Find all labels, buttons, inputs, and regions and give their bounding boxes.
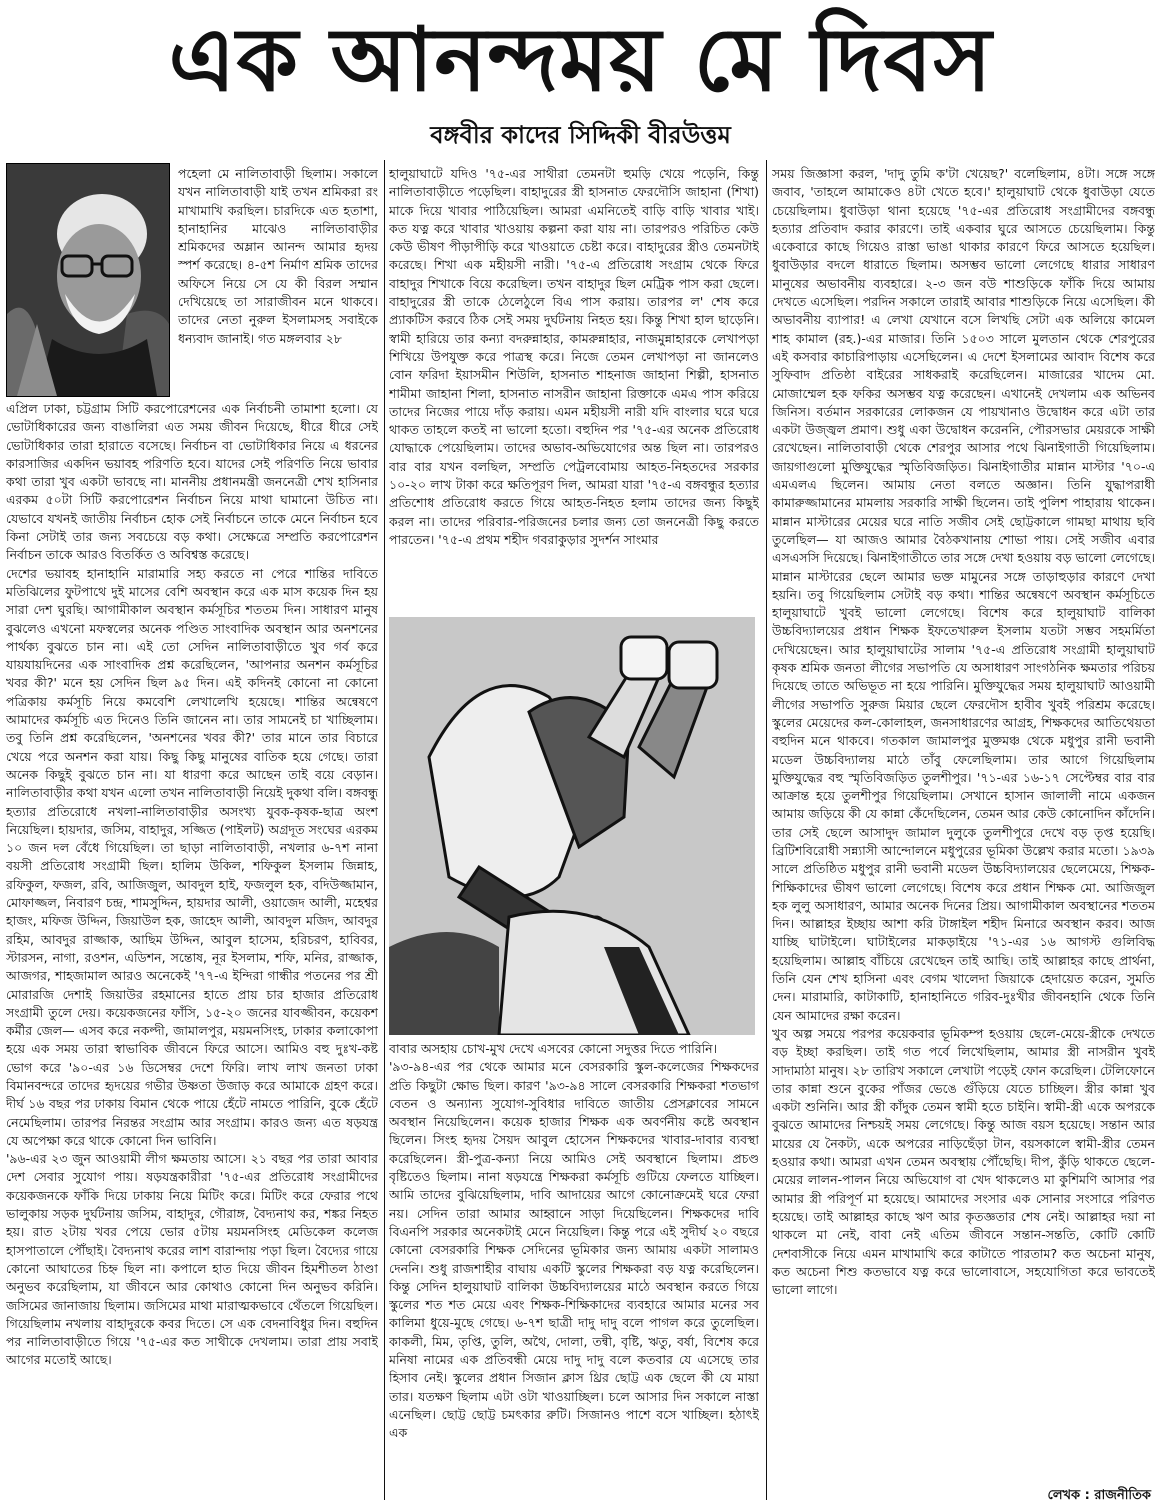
- paragraph: দেশের ভয়াবহ হানাহানি মারামারি সহ্য করতে না পেরে শান্তির দাবিতে মতিঝিলের ফুটপাথে দুই মাসের বেশি অবস্থান করে এক মাস কয়েক দিন হয় সারা দেশ ঘুরছি। আগামীকাল অবস্থান কর্মসূচির শততম দিন। সাধারণ মানুষ বুঝলেও এখনো মফস্বলের অনেক পণ্ডিত সাংবাদিক অবস্থান আর অনশনের পার্থক্য বুঝতে চান না। এই তো সেদিন নালিতাবাড়ীতে খুব গর্ব করে যায়যায়দিনের এক সাংবাদিক প্রশ্ন করেছিলেন, 'আপনার অনশন কর্মসূচির খবর কী?' মনে হয় সেদিন ছিল ৯৫ দিন। এই কদিনই কোনো না কোনো পত্রিকায় কর্মসূচি নিয়ে কমবেশি লেখালেখি হয়েছে। শান্তির অন্বেষণে আমাদের কর্মসূচি এত দিনেও তিনি জানেন না। তার সামনেই চা খাচ্ছিলাম। তবু তিনি প্রশ্ন করেছিলেন, 'অনশনের খবর কী?' তার মানে তার বিচারে খেয়ে পরে অনশন করা যায়। কিছু কিছু মানুষের বাতিক হয়ে গেছে। তারা অনেক কিছুই বুঝতে চান না। যা ধারণা করে আছেন তাই বয়ে বেড়ান। নালিতাবাড়ীর কথা যখন এলো তখন নালিতাবাড়ী নিয়েই দুকথা বলি। বঙ্গবন্ধু হত্যার প্রতিরোধে নখলা-নালিতাবাড়ীর অসংখ্য যুবক-কৃষক-ছাত্র অংশ নিয়েছিল। হায়দার, জসিম, বাহাদুর, সজ্জিত (পাইলট) অগ্রদূত সংঘের এরকম ১০ জন দল বেঁধে গিয়েছিল। তা ছাড়া নালিতাবাড়ী, নখলার ৬-৭শ নানা বয়সী প্রতিরোধ সংগ্রামী ছিল। হালিম উকিল, শফিকুল ইসলাম জিন্নাহ, রফিকুল, ফজল, রবি, আজিজুল, আবদুল হাই, ফজলুল হক, বদিউজ্জামান, মোফাজ্জল, নিবারণ চন্দ্র, শামসুদ্দিন, হায়দার আলী, ওয়াজেদ আলী, মহেশ্বর হাজং, মফিজ উদ্দিন, জিয়াউল হক, জাহেদ আলী, আবদুল মজিদ, আবদুর রহিম, আবদুর রাজ্জাক, আছিম উদ্দিন, আবুল হাসেম, হরিচরণ, হাবিবর, স্টারসন, নাগা, রওশন, এডিশন, সন্তোষ, নূর ইসলাম, শফি, মনির, রাজ্জাক, আজগর, শাহজামাল আরও অনেকেই '৭৭-এ ইন্দিরা গান্ধীর পতনের পর শ্রী মোরারজি দেশাই জিয়াউর রহমানের হাতে প্রায় চার হাজার প্রতিরোধ সংগ্রামী তুলে দেয়। কয়েকজনের ফাঁসি, ১৫-২০ জনের যাবজ্জীবন, কয়েকশ কর্মীর জেল— এসব করে নকল্দী, জামালপুর, ময়মনসিংহ, ঢাকার কলাকোপা হয়ে এক সময় তারা স্বাভাবিক জীবনে ফিরে আসে। আমিও বহু দুঃখ-কষ্ট ভোগ করে '৯০-এর ১৬ ডিসেম্বর দেশে ফিরি। লাখ লাখ জনতা ঢাকা বিমানবন্দরে তাদের হৃদয়ের গভীর উষ্ণতা উজাড় করে আমাকে গ্রহণ করে। দীর্ঘ ১৬ বছর পর ঢাকায় বিমান থেকে পায়ে হেঁটে নামতে পারিনি, বুকে হেঁটে নেমেছিলাম। তারপর নিরন্তর সংগ্রাম আর সংগ্রাম। কারও জন্য এত ষড়যন্ত্র যে অপেক্ষা করে থাকে কোনো দিন ভাবিনি।: [6, 565, 378, 1148]
- paragraph: খুব অল্প সময়ে পরপর কয়েকবার ভূমিকম্প হওয়ায় ছেলে-মেয়ে-স্ত্রীকে দেখতে বড় ইচ্ছা করছিল। তাই গত পর্বে লিখেছিলাম, আমার স্ত্রী নাসরীন খুবই সাদামাঠা মানুষ। ২৮ তারিখ সকালে লেখাটা পড়েই ফোন করেছিল। টেলিফোনে তার কান্না শুনে বুকের পাঁজর ভেঙে গুঁড়িয়ে যেতে চাচ্ছিল। স্ত্রীর কান্না খুব একটা শুনিনি। আর স্ত্রী কাঁদুক তেমন স্বামী হতে চাইনি। স্বামী-স্ত্রী একে অপরকে বুঝতে আমাদের নিশ্চয়ই সময় লেগেছে। কিন্তু আজ বয়স হয়েছে। সন্তান আর মায়ের যে নৈকট্য, একে অপরের নাড়িছেঁড়া টান, বয়সকালে স্বামী-স্ত্রীর তেমন হওয়ার কথা। আমরা এখন তেমন অবস্থায় পৌঁছেছি। দীপ, কুঁড়ি থাকতে ছেলে-মেয়ের লালন-পালন নিয়ে অভিযোগ বা খেদ থাকলেও মা কুশিমণি আসার পর আমার স্ত্রী পরিপূর্ণ মা হয়েছে। আমাদের সংসার এক সোনার সংসারে পরিণত হয়েছে। তাই আল্লাহর কাছে ঋণ আর কৃতজ্ঞতার শেষ নেই। আল্লাহর দয়া না থাকলে মা নেই, বাবা নেই এতিম জীবনে সন্তান-সন্ততি, কোটি কোটি দেশবাসীকে নিয়ে এমন মাখামাখি করে কাটাতে পারতাম? কত অচেনা মানুষ, কত অচেনা শিশু কতভাবে যত্ন করে ভালোবাসে, সহযোগিতা করে ভাবতেই ভালো লাগে।: [772, 1025, 1155, 1298]
- column-3: [772, 165, 1155, 1483]
- protest-fist-illustration: [389, 617, 755, 1035]
- column-1: [6, 400, 378, 1500]
- paragraph: '৯৩-৯৪-এর পর থেকে আমার মনে বেসরকারি স্কুল-কলেজের শিক্ষকদের প্রতি কিছুটা ক্ষোভ ছিল। কারণ '৯৩-৯৪ সালে বেসরকারি শিক্ষকরা শতভাগ বেতন ও অন্যান্য সুযোগ-সুবিধার দাবিতে জাতীয় প্রেসক্লাবের সামনে অবস্থান নিয়েছিলেন। কয়েক হাজার শিক্ষক এক অবর্ণনীয় কষ্টে অবস্থান ছিলেন। সিংহ হৃদয় সৈয়দ আবুল হোসেন শিক্ষকদের খাবার-দাবার ব্যবস্থা করেছিলেন। স্ত্রী-পুত্র-কন্যা নিয়ে আমিও সেই অবস্থানে ছিলাম। প্রচণ্ড বৃষ্টিতেও ছিলাম। নানা ষড়যন্ত্রে শিক্ষকরা কর্মসূচি গুটিয়ে ফেলতে যাচ্ছিল। আমি তাদের বুঝিয়েছিলাম, দাবি আদায়ের আগে কোনোক্রমেই ঘরে ফেরা নয়। সেদিন তারা আমার আহ্বানে সাড়া দিয়েছিলেন। শিক্ষকদের দাবি বিএনপি সরকার অনেকটাই মেনে নিয়েছিল। কিন্তু পরে এই সুদীর্ঘ ২০ বছরে কোনো বেসরকারি শিক্ষক সেদিনের ভূমিকার জন্য আমায় একটা সালামও দেননি। শুধু রাজশাহীর বাঘায় একটি স্কুলের শিক্ষকরা বড় যত্ন করেছিলেন। কিন্তু সেদিন হালুয়াঘাট বালিকা উচ্চবিদ্যালয়ের মাঠে অবস্থান করতে গিয়ে স্কুলের শত শত মেয়ে এবং শিক্ষক-শিক্ষিকাদের ব্যবহারে আমার মনের সব কালিমা ধুয়ে-মুছে গেছে। ৬-৭শ ছাত্রী দাদু দাদু বলে পাগল করে তুলেছিল। কাকলী, মিম, তৃপ্তি, তুলি, অথৈ, দোলা, তন্বী, বৃষ্টি, ঋতু, বর্ষা, বিশেষ করে মনিষা নামের এক প্রতিবন্ধী মেয়ে দাদু দাদু বলে কতবার যে এসেছে তার হিসাব নেই। স্কুলের প্রধান সিজান ক্লাস থ্রির ছোট্ট এক ছেলে কী যে মায়া তার। যতক্ষণ ছিলাম এটা ওটা খাওয়াচ্ছিল। চলে আসার দিন সকালে নাস্তা এনেছিল। ছোট্ট ছোট্ট চমৎকার রুটি। সিজানও পাশে বসে খাচ্ছিল। হঠাৎই এক: [389, 1059, 759, 1441]
- column-1-top: [178, 165, 378, 400]
- paragraph-intro: পহেলা মে নালিতাবাড়ী ছিলাম। সকালে যখন নালিতাবাড়ী যাই তখন শ্রমিকরা রং মাখামাখি করছিল। চারদিকে এত হতাশা, হানাহানির মাঝেও নালিতাবাড়ীর শ্রমিকদের অম্লান আনন্দ আমার হৃদয় স্পর্শ করেছে। ৪-৫শ নির্মাণ শ্রমিক তাদের অফিসে নিয়ে সে যে কী বিরল সম্মান দেখিয়েছে তা সারাজীবন মনে থাকবে। তাদের নেতা নুরুল ইসলামসহ সবাইকে ধন্যবাদ জানাই। গত মঙ্গলবার ২৮: [178, 166, 378, 346]
- paragraph: বাবার অসহায় চোখ-মুখ দেখে এসবের কোনো সদুত্তর দিতে পারিনি।: [389, 1041, 718, 1056]
- column-divider-2: [766, 160, 767, 1500]
- paragraph: '৯৬-এর ২৩ জুন আওয়ামী লীগ ক্ষমতায় আসে। ২১ বছর পর তারা আবার দেশ সেবার সুযোগ পায়। ষড়যন্ত্রকারীরা '৭৫-এর প্রতিরোধ সংগ্রামীদের কয়েকজনকে ফাঁকি দিয়ে ঢাকায় নিয়ে মিটিং করে। মিটিং করে ফেরার পথে ভালুকায় সড়ক দুর্ঘটনায় জসিম, বাহাদুর, গৌরাঙ্গ, বৈদ্যনাথ কর, শঙ্কর নিহত হয়। রাত ২টায় খবর পেয়ে ভোর ৫টায় ময়মনসিংহ মেডিকেল কলেজ হাসপাতালে পৌঁছাই। বৈদ্যনাথ করের লাশ বারান্দায় পড়া ছিল। বৈদ্যের গায়ে কোনো আঘাতের চিহ্ন ছিল না। কপালে হাত দিয়ে জীবন হিমশীতল ঠাণ্ডা অনুভব করেছিলাম, যা জীবনে আর কোথাও কোনো দিন অনুভব করিনি। জসিমের জানাজায় ছিলাম। জসিমের মাথা মারাত্মকভাবে থেঁতলে গিয়েছিল। গিয়েছিলাম নখলায় বাহাদুরকে কবর দিতে। সে এক বেদনাবিধুর দিন। বহুদিন পর নালিতাবাড়ীতে গিয়ে '৭৫-এর কত সাথীকে দেখলাম। তারা প্রায় সবাই আগের মতোই আছে।: [6, 1151, 378, 1368]
- author-photo: [6, 163, 170, 397]
- author-note: লেখক : রাজনীতিক: [1047, 1488, 1151, 1503]
- paragraph: এপ্রিল ঢাকা, চট্টগ্রাম সিটি করপোরেশনের এক নির্বাচনী তামাশা হলো। যে ভোটাধিকারের জন্য বাঙালিরা এত সময় জীবন দিয়েছে, ধীরে ধীরে সেই ভোটাধিকার তারা হারাতে বসেছে। নির্বাচন বা ভোটাধিকার নিয়ে এ ধরনের কারসাজির একদিন ভয়াবহ পরিণতি হবে। যাদের সেই পরিণতি নিয়ে ভাবার কথা তারা খুব একটা ভাবছে না। মাননীয় প্রধানমন্ত্রী জননেত্রী শেখ হাসিনার এরকম ৫০টা সিটি করপোরেশন নির্বাচন নিয়ে মাথা ঘামানো উচিত না। যেভাবে যখনই জাতীয় নির্বাচন হোক সেই নির্বাচনে তাকে মেনে নির্বাচন হবে কিনা সেটাই তার জন্য সবচেয়ে বড় কথা। সেক্ষেত্রে সম্প্রতি করপোরেশন নির্বাচন তাকে আরও বিতর্কিত ও অবিশ্বস্ত করেছে।: [6, 401, 378, 563]
- paragraph: সময় জিজ্ঞাসা করল, 'দাদু তুমি ক'টা খেয়েছ?' বলেছিলাম, ৪টা। সঙ্গে সঙ্গে জবাব, 'তাহলে আমাকেও ৪টা খেতে হবে।' হালুয়াঘাট থেকে ধুবাউড়া যেতে চেয়েছিলাম। ধুবাউড়া থানা হয়েছে '৭৫-এর প্রতিরোধ সংগ্রামীদের বঙ্গবন্ধু হত্যার প্রতিবাদ করার কারণে। তাই একবার ঘুরে আসতে চেয়েছিলাম। কিন্তু একেবারে কাছে গিয়েও রাস্তা ভাঙা থাকার কারণে ফিরে আসতে হয়েছিল। ধুবাউড়ার বদলে ধারাতে ছিলাম। অসম্ভব ভালো লেগেছে ধারার সাধারণ মানুষের অভাবনীয় ব্যবহারে। ২-৩ জন বউ শাশুড়িকে ফাঁকি দিয়ে আমায় দেখতে এসেছিল। পরদিন সকালে তারাই আবার শাশুড়িকে নিয়ে এসেছিল। কী অভাবনীয় ব্যাপার! এ লেখা যেখানে বসে লিখছি সেটা এক অলিয়ে কামেল শাহ কামাল (রহ.)-এর মাজার। তিনি ১৫০৩ সালে মুলতান থেকে শেরপুরের এই কসবার কাচারিপাড়ায় এসেছিলেন। এ দেশে ইসলামের আবাদ বিশেষ করে সুফিবাদ প্রতিষ্ঠা বাইরের সাধকরাই করেছিলেন। মাজারের খাদেম মো. মোজাম্মেল হক ফকির অসম্ভব যত্ন করেছেন। এখানেই দেখলাম এক অভিনব জিনিস। বর্তমান সরকারের লোকজন যে পায়খানাও উদ্বোধন করে এটা তার একটা উজ্জ্বল প্রমাণ। শুধু একা উদ্বোধন করেননি, পৌরসভার মেয়রকে সাক্ষী রেখেছেন। নালিতাবাড়ী থেকে শেরপুর আসার পথে ঝিনাইগাতী গিয়েছিলাম। জায়গাগুলো মুক্তিযুদ্ধের স্মৃতিবিজড়িত। ঝিনাইগাতীর মান্নান মাস্টার '৭০-এ এমএলএ ছিলেন। আমায় নেতা বলতে অজ্ঞান। তিনি যুদ্ধাপরাধী কামারুজ্জামানের মামলায় সরকারি সাক্ষী ছিলেন। তাই পুলিশ পাহারায় থাকেন। মান্নান মাস্টারের মেয়ের ঘরে নাতি সজীব সেই ছোট্টকালে গামছা মাথায় ছবি তুলেছিল— যা আজও আমার বৈঠকখানায় শোভা পায়। সেই সজীব এবার এসএসসি দিয়েছে। ঝিনাইগাতীতে তার সঙ্গে দেখা হওয়ায় বড় ভালো লেগেছে। মান্নান মাস্টারের ছেলে আমার ভক্ত মামুনের সঙ্গে তাড়াহুড়ার কারণে দেখা হয়নি। তবু গিয়েছিলাম সেটাই বড় কথা। শান্তির অন্বেষণে অবস্থান কর্মসূচিতে হালুয়াঘাটে খুবই ভালো লেগেছে। বিশেষ করে হালুয়াঘাট বালিকা উচ্চবিদ্যালয়ের প্রধান শিক্ষক ইফতেখারুল ইসলাম যতটা সম্ভব সহমর্মিতা দেখিয়েছেন। আর হালুয়াঘাটের সালাম '৭৫-এ প্রতিরোধ সংগ্রামী হালুয়াঘাট কৃষক শ্রমিক জনতা লীগের সভাপতি যে অসাধারণ সাংগঠনিক ক্ষমতার পরিচয় দিয়েছে তাতে অভিভূত না হয়ে পারিনি। মুক্তিযুদ্ধের সময় হালুয়াঘাট আওয়ামী লীগের সভাপতি সুরুজ মিয়ার ছেলে ফেরদৌস হাবীব খুবই পরিশ্রম করেছে। স্কুলের মেয়েদের কল-কোলাহল, জনসাধারণের আগ্রহ, শিক্ষকদের আতিথেয়তা বহুদিন মনে থাকবে। গতকাল জামালপুর মুক্তমঞ্চ থেকে মধুপুর রানী ভবানী মডেল উচ্চবিদ্যালয় মাঠে তাঁবু ফেলেছিলাম। তার আগে গিয়েছিলাম মুক্তিযুদ্ধের বহু স্মৃতিবিজড়িত তুলশীপুর। '৭১-এর ১৬-১৭ সেপ্টেম্বর বার বার আক্রান্ত হয়ে তুলশীপুর গিয়েছিলাম। সেখানে হাসান জালালী নামে একজন আমায় জড়িয়ে কী যে কান্না কেঁদেছিলেন, তেমন আর কেউ কোনোদিন কাঁদেনি। তার সেই ছেলে আসাদুদ জামাল দুলুকে তুলশীপুরে দেখে বড় তৃপ্ত হয়েছি। ব্রিটিশবিরোধী সন্ন্যাসী আন্দোলনে মধুপুরের ভূমিকা উল্লেখ করার মতো। ১৯৩৯ সালে প্রতিষ্ঠিত মধুপুর রানী ভবানী মডেল উচ্চবিদ্যালয়ের ছেলেমেয়ে, শিক্ষক-শিক্ষিকাদের ভীষণ ভালো লেগেছে। বিশেষ করে প্রধান শিক্ষক মো. আজিজুল হক লুলু অসাধারণ, আমার অনেক দিনের প্রিয়। আগামীকাল অবস্থানের শততম দিন। আল্লাহর ইচ্ছায় আশা করি টাঙ্গাইল শহীদ মিনারে অবস্থান করব। আজ যাচ্ছি ঘাটাইলে। ঘাটাইলের মাকড়াইয়ে '৭১-এর ১৬ আগস্ট গুলিবিদ্ধ হয়েছিলাম। আল্লাহ বাঁচিয়ে রেখেছেন তাই আছি। তাই আল্লাহর কাছে প্রার্থনা, তিনি যেন শেখ হাসিনা এবং বেগম খালেদা জিয়াকে হেদায়েত করেন, সুমতি দেন। মারামারি, কাটাকাটি, হানাহানিতে গরিব-দুঃখীর জীবনহানি থেকে তিনি যেন আমাদের রক্ষা করেন।: [772, 166, 1155, 1023]
- headline: এক আনন্দময় মে দিবস: [168, 8, 993, 111]
- column-2-bottom: [389, 1040, 759, 1500]
- author-portrait-image: [7, 164, 169, 396]
- byline: বঙ্গবীর কাদের সিদ্দিকী বীরউত্তম: [430, 120, 731, 149]
- illustration-raised-fists: [389, 617, 755, 1035]
- paragraph: হালুয়াঘাটে যদিও '৭৫-এর সাথীরা তেমনটা হুমড়ি খেয়ে পড়েনি, কিন্তু নালিতাবাড়ীতে পড়েছিল। বাহাদুরের স্ত্রী হাসনাত ফেরদৌসি জাহানা (শিখা) মাকে দিয়ে খাবার পাঠিয়েছিল। আমরা এমনিতেই বাড়ি বাড়ি খাবার খাই। কত যত্ন করে খাবার খাওয়ায় কল্পনা করা যায় না। তারপরও পরিচিত কেউ কেউ ভীষণ পীড়াপীড়ি করে খাওয়াতে চেষ্টা করে। বাহাদুরের স্ত্রীও তেমনটাই করেছে। শিখা এক মহীয়সী নারী। '৭৫-এ প্রতিরোধ সংগ্রাম থেকে ফিরে বাহাদুর শিখাকে বিয়ে করেছিল। তখন বাহাদুর ছিল মেট্রিক পাস করা ছেলে। বাহাদুরের স্ত্রী তাকে ঠেলেঠুলে বিএ পাস করায়। তারপর ল' শেষ করে প্র্যাকটিস করবে ঠিক সেই সময় দুর্ঘটনায় নিহত হয়। কিন্তু শিখা হাল ছাড়েনি। স্বামী হারিয়ে তার কন্যা বদরুন্নাহার, কামরুন্নাহার, নাজমুন্নাহারকে লেখাপড়া শিখিয়ে উপযুক্ত করে পাত্রস্থ করে। নিজে তেমন লেখাপড়া না জানলেও বোন ফরিদা ইয়াসমীন শিউলি, হাসনাত শাহনাজ জাহানা শিল্পী, হাসনাত শামীমা জাহানা শিলা, হাসনাত নাসরীন জাহানা রিক্তাকে এমএ পাস করিয়ে তাদের নিজের পায়ে দাঁড় করায়। এমন মহীয়সী নারী যদি বাংলার ঘরে ঘরে থাকত তাহলে কতই না ভালো হতো। বহুদিন পর '৭৫-এর অনেক প্রতিরোধ যোদ্ধাকে পেয়েছিলাম। তাদের অভাব-অভিযোগের অন্ত ছিল না। তারপরও বার বার যখন বলছিল, সম্প্রতি পেট্রলবোমায় আহত-নিহতদের সরকার ১০-২০ লাখ টাকা করে ক্ষতিপূরণ দিল, আমরা যারা '৭৫-এ বঙ্গবন্ধুর হত্যার প্রতিশোধ প্রতিরোধ করতে গিয়ে আহত-নিহত হলাম তাদের জন্য কিছুই করল না। তাদের পরিবার-পরিজনের চলার জন্য তো জননেত্রী কিছু করতে পারতেন। '৭৫-এ প্রথম শহীদ গবরাকুড়ার সুদর্শন সাংমার: [389, 166, 759, 547]
- column-2-top: [389, 165, 759, 610]
- column-divider-1: [384, 160, 385, 1500]
